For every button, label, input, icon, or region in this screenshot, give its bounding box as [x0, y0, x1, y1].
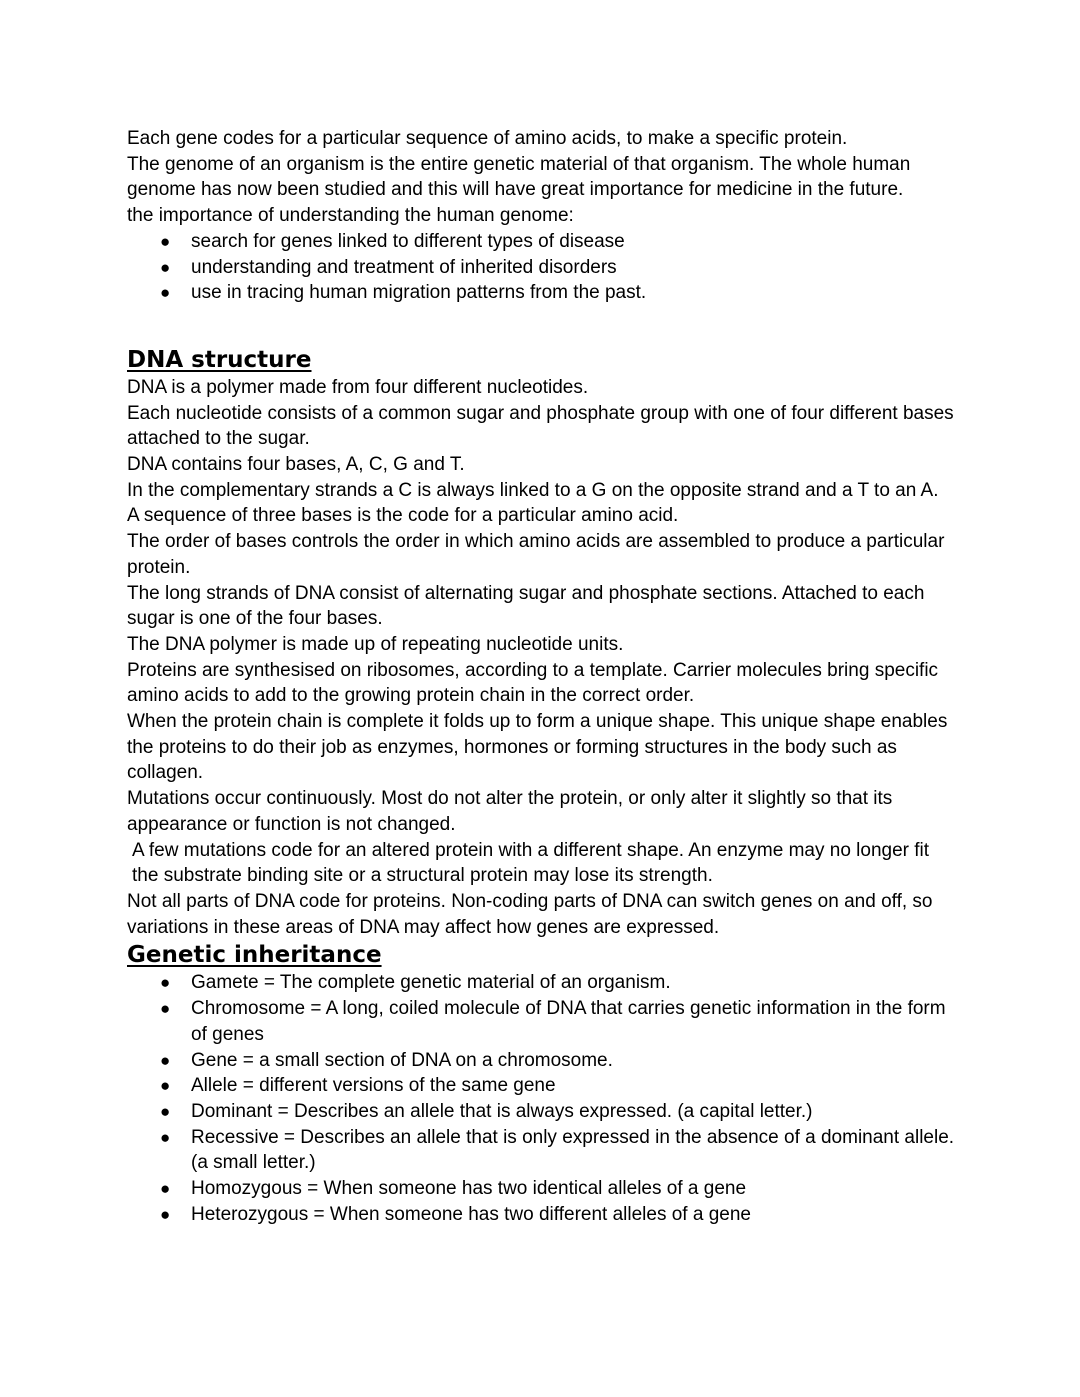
bullet-icon: ● [160, 1050, 171, 1070]
list-item-text: Recessive = Describes an allele that is only expressed in the absence of a dominant allele. (a small letter.) [191, 1126, 955, 1174]
list-item-text: Gamete = The complete genetic material of an organism. [191, 972, 671, 994]
list-item-text: use in tracing human migration patterns from the past. [191, 282, 647, 304]
bullet-icon: ● [160, 231, 171, 251]
list-item-text: Gene = a small section of DNA on a chromosome. [191, 1049, 613, 1071]
section-heading-dna-structure: DNA structure [127, 346, 312, 373]
document-page [127, 126, 957, 1227]
dna-paragraph: Mutations occur continuously. Most do not alter the protein, or only alter it slightly so that its appearance or function is not changed. [127, 788, 893, 835]
list-item-text: Chromosome = A long, coiled molecule of DNA that carries genetic information in the form of genes [191, 998, 946, 1045]
dna-paragraph: A sequence of three bases is the code for a particular amino acid. [127, 505, 679, 527]
bullet-icon: ● [160, 283, 171, 303]
list-item [127, 1202, 957, 1228]
intro-paragraph: The genome of an organism is the entire genetic material of that organism. The whole human genome has now been studied and this will have great importance for medicine in the future. [127, 153, 911, 201]
dna-paragraph: Proteins are synthesised on ribosomes, according to a template. Carrier molecules bring specific amino acids to add to the growing protein chain in the correct order. [127, 659, 939, 707]
list-item [127, 996, 957, 1047]
intro-paragraph: Each gene codes for a particular sequence of amino acids, to make a specific protein. [127, 128, 848, 149]
list-item [127, 970, 957, 996]
list-item-text: understanding and treatment of inherited disorders [191, 256, 617, 278]
dna-paragraph: When the protein chain is complete it folds up to form a unique shape. This unique shape enables the proteins to do their job as enzymes, hormones or forming structures in the body such as collagen. [127, 711, 948, 784]
list-item [127, 255, 957, 281]
list-item-text: Homozygous = When someone has two identical alleles of a gene [191, 1178, 747, 1200]
list-item [127, 280, 957, 306]
dna-paragraph: Not all parts of DNA code for proteins. Non-coding parts of DNA can switch genes on and off, so variations in these areas of DNA may affect how genes are expressed. [127, 890, 933, 938]
list-item [127, 1048, 957, 1074]
list-item-text: search for genes linked to different types of disease [191, 230, 625, 252]
bullet-icon: ● [160, 1127, 171, 1147]
dna-paragraph: In the complementary strands a C is always linked to a G on the opposite strand and a T to an A. [127, 479, 939, 501]
list-item [127, 229, 957, 255]
list-item [127, 1176, 957, 1202]
bullet-icon: ● [160, 257, 171, 277]
dna-paragraph: A few mutations code for an altered protein with a different shape. An enzyme may no longer fit the substrate binding site or a structural protein may lose its strength. [132, 839, 930, 887]
dna-paragraph: The long strands of DNA consist of alternating sugar and phosphate sections. Attached to each sugar is one of the four bases. [127, 582, 925, 630]
dna-paragraph: Each nucleotide consists of a common sugar and phosphate group with one of four different bases attached to the sugar. [127, 402, 954, 450]
dna-paragraph: DNA contains four bases, A, C, G and T. [127, 454, 465, 476]
genome-importance-list [127, 229, 957, 306]
bullet-icon: ● [160, 1076, 171, 1096]
list-item-text: Heterozygous = When someone has two different alleles of a gene [191, 1203, 751, 1225]
dna-paragraph: The order of bases controls the order in which amino acids are assembled to produce a particular protein. [127, 531, 945, 578]
list-item [127, 1073, 957, 1099]
dna-paragraph: The DNA polymer is made up of repeating nucleotide units. [127, 633, 624, 655]
spacer [127, 306, 957, 345]
bullet-icon: ● [160, 1101, 171, 1121]
bullet-icon: ● [160, 999, 171, 1019]
intro-paragraph: the importance of understanding the human genome: [127, 205, 574, 227]
list-item [127, 1099, 957, 1125]
genetic-terms-list [127, 970, 957, 1227]
bullet-icon: ● [160, 1179, 171, 1199]
list-item [127, 1125, 957, 1176]
bullet-icon: ● [160, 973, 171, 993]
bullet-icon: ● [160, 1204, 171, 1224]
list-item-text: Dominant = Describes an allele that is always expressed. (a capital letter.) [191, 1100, 813, 1122]
section-heading-genetic-inheritance: Genetic inheritance [127, 942, 382, 969]
list-item-text: Allele = different versions of the same gene [191, 1075, 556, 1097]
dna-paragraph: DNA is a polymer made from four different nucleotides. [127, 376, 589, 398]
